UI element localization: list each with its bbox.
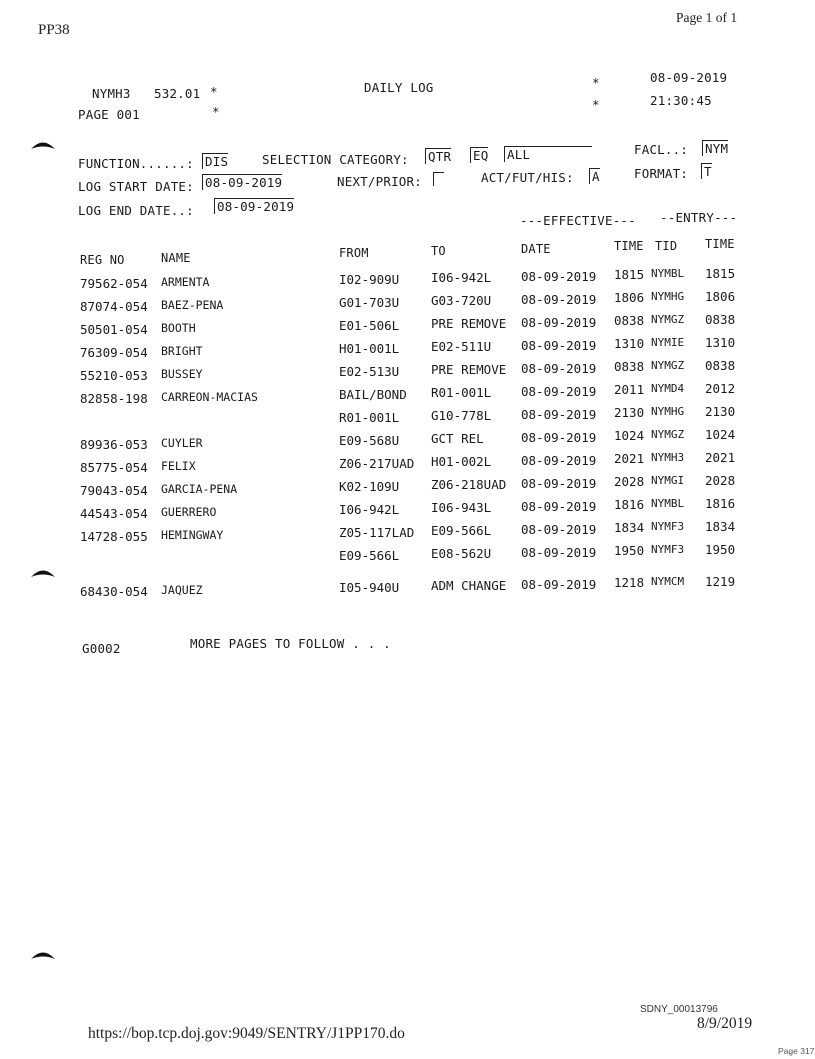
cell-entry-time: 2028 xyxy=(705,473,736,488)
cell-entry-time: 1219 xyxy=(705,574,736,589)
cell-reg-no: 89936-053 xyxy=(80,437,148,452)
cell-reg-no: 50501-054 xyxy=(80,322,148,337)
page-title: DAILY LOG xyxy=(364,80,434,95)
column-header-name: NAME xyxy=(161,251,191,265)
act-fut-his-label: ACT/FUT/HIS: xyxy=(481,170,574,185)
log-start-date-label: LOG START DATE: xyxy=(78,179,194,194)
cell-time: 2028 xyxy=(614,474,645,489)
cell-date: 08-09-2019 xyxy=(521,269,597,284)
cell-name: BUSSEY xyxy=(161,367,203,381)
cell-from: I06-942L xyxy=(339,502,400,517)
cell-reg-no: 79562-054 xyxy=(80,276,148,291)
cell-time: 0838 xyxy=(614,313,645,328)
cell-tid: NYMD4 xyxy=(651,382,685,395)
cell-from: BAIL/BOND xyxy=(339,387,407,402)
cell-to: E09-566L xyxy=(431,523,492,538)
cell-tid: NYMHG xyxy=(651,290,685,303)
cell-time: 1815 xyxy=(614,267,645,282)
page-number: PAGE 001 xyxy=(78,107,140,122)
cell-to: E08-562U xyxy=(431,546,492,561)
cell-entry-time: 1806 xyxy=(705,289,736,304)
cell-from: E09-566L xyxy=(339,548,400,563)
system-version: 532.01 xyxy=(154,86,201,101)
cell-tid: NYMGZ xyxy=(651,313,685,326)
cell-reg-no: 68430-054 xyxy=(80,584,148,599)
cell-tid: NYMIE xyxy=(651,336,685,349)
cell-date: 08-09-2019 xyxy=(521,545,597,560)
cell-to: PRE REMOVE xyxy=(431,362,507,377)
cell-from: K02-109U xyxy=(339,479,400,494)
header-star: * xyxy=(592,97,600,112)
report-time: 21:30:45 xyxy=(650,93,712,108)
more-pages-message: MORE PAGES TO FOLLOW . . . xyxy=(190,636,391,651)
format-label: FORMAT: xyxy=(634,166,689,181)
system-id: NYMH3 xyxy=(92,86,131,101)
print-date: 8/9/2019 xyxy=(697,1015,753,1032)
cell-tid: NYMGI xyxy=(651,474,685,487)
cell-from: Z06-217UAD xyxy=(339,456,415,471)
cell-to: Z06-218UAD xyxy=(431,477,507,492)
cell-name: CARREON-MACIAS xyxy=(161,390,258,404)
cell-reg-no: 82858-198 xyxy=(80,391,148,406)
cell-reg-no: 87074-054 xyxy=(80,299,148,314)
format-field[interactable]: T xyxy=(701,163,712,179)
punch-mark-icon xyxy=(30,948,56,960)
cell-entry-time: 1950 xyxy=(705,542,736,557)
page-count: Page 1 of 1 xyxy=(676,10,738,25)
column-header-to: TO xyxy=(431,244,446,258)
cell-to: R01-001L xyxy=(431,385,492,400)
cell-entry-time: 1310 xyxy=(705,335,736,350)
report-date: 08-09-2019 xyxy=(650,70,728,85)
cell-date: 08-09-2019 xyxy=(521,522,597,537)
facility-label: FACL..: xyxy=(634,142,689,157)
cell-name: GUERRERO xyxy=(161,505,217,519)
cell-reg-no: 44543-054 xyxy=(80,506,148,521)
column-header-reg-no: REG NO xyxy=(80,253,125,267)
cell-entry-time: 0838 xyxy=(705,358,736,373)
cell-entry-time: 2012 xyxy=(705,381,736,396)
cell-time: 1024 xyxy=(614,428,645,443)
bates-number: SDNY_00013796 xyxy=(640,1004,718,1015)
cell-time: 1218 xyxy=(614,575,645,590)
cell-date: 08-09-2019 xyxy=(521,430,597,445)
cell-date: 08-09-2019 xyxy=(521,499,597,514)
column-header-time: TIME xyxy=(614,239,644,253)
header-star: * xyxy=(210,84,218,99)
function-field[interactable]: DIS xyxy=(202,153,228,169)
cell-name: HEMINGWAY xyxy=(161,528,224,542)
cell-name: BRIGHT xyxy=(161,344,203,358)
cell-date: 08-09-2019 xyxy=(521,338,597,353)
cell-date: 08-09-2019 xyxy=(521,407,597,422)
cell-time: 1834 xyxy=(614,520,645,535)
cell-time: 1950 xyxy=(614,543,645,558)
cell-tid: NYMGZ xyxy=(651,428,685,441)
cell-tid: NYMCM xyxy=(651,575,685,588)
cell-tid: NYMH3 xyxy=(651,451,685,464)
selection-category-field[interactable]: QTR xyxy=(425,148,451,164)
cell-to: G03-720U xyxy=(431,293,492,308)
cell-to: I06-942L xyxy=(431,270,492,285)
cell-name: GARCIA-PENA xyxy=(161,482,238,496)
cell-entry-time: 1834 xyxy=(705,519,736,534)
cell-name: BAEZ-PENA xyxy=(161,298,224,312)
cell-from: E01-506L xyxy=(339,318,400,333)
column-header-entry-time: TIME xyxy=(705,237,735,251)
cell-from: Z05-117LAD xyxy=(339,525,415,540)
cell-date: 08-09-2019 xyxy=(521,453,597,468)
cell-date: 08-09-2019 xyxy=(521,292,597,307)
cell-tid: NYMHG xyxy=(651,405,685,418)
page-stamp: Page 317 xyxy=(778,1046,815,1056)
log-end-date-field[interactable]: 08-09-2019 xyxy=(214,198,294,214)
cell-from: E02-513U xyxy=(339,364,400,379)
act-fut-his-field[interactable]: A xyxy=(589,168,600,184)
effective-group-header: ---EFFECTIVE--- xyxy=(520,213,636,228)
cell-from: I05-940U xyxy=(339,580,400,595)
cell-time: 2021 xyxy=(614,451,645,466)
cell-from: I02-909U xyxy=(339,272,400,287)
cell-time: 1310 xyxy=(614,336,645,351)
source-url: https://bop.tcp.doj.gov:9049/SENTRY/J1PP170.do xyxy=(88,1025,405,1042)
cell-name: FELIX xyxy=(161,459,196,473)
cell-entry-time: 2021 xyxy=(705,450,736,465)
cell-reg-no: 55210-053 xyxy=(80,368,148,383)
entry-group-header: --ENTRY--- xyxy=(660,210,738,225)
cell-from: R01-001L xyxy=(339,410,400,425)
cell-to: PRE REMOVE xyxy=(431,316,507,331)
cell-entry-time: 1816 xyxy=(705,496,736,511)
eq-field[interactable]: EQ xyxy=(470,147,488,163)
selection-category-label: SELECTION CATEGORY: xyxy=(262,152,409,167)
cell-entry-time: 2130 xyxy=(705,404,736,419)
column-header-from: FROM xyxy=(339,246,369,260)
cell-from: G01-703U xyxy=(339,295,400,310)
cell-reg-no: 76309-054 xyxy=(80,345,148,360)
cell-tid: NYMGZ xyxy=(651,359,685,372)
table-row xyxy=(0,574,736,604)
message-code: G0002 xyxy=(82,641,121,656)
document-code: PP38 xyxy=(38,22,70,38)
cell-time: 1816 xyxy=(614,497,645,512)
cell-reg-no: 79043-054 xyxy=(80,483,148,498)
cell-entry-time: 1024 xyxy=(705,427,736,442)
cell-reg-no: 14728-055 xyxy=(80,529,148,544)
cell-time: 2130 xyxy=(614,405,645,420)
table-row xyxy=(0,542,736,572)
cell-date: 08-09-2019 xyxy=(521,315,597,330)
cell-tid: NYMBL xyxy=(651,267,685,280)
cell-date: 08-09-2019 xyxy=(521,361,597,376)
facility-field[interactable]: NYM xyxy=(702,140,728,156)
header-star: * xyxy=(212,104,220,119)
cell-time: 1806 xyxy=(614,290,645,305)
cell-to: E02-511U xyxy=(431,339,492,354)
cell-name: JAQUEZ xyxy=(161,583,203,597)
cell-entry-time: 0838 xyxy=(705,312,736,327)
function-label: FUNCTION......: xyxy=(78,156,194,171)
cell-from: E09-568U xyxy=(339,433,400,448)
cell-reg-no: 85775-054 xyxy=(80,460,148,475)
cell-date: 08-09-2019 xyxy=(521,476,597,491)
header-star: * xyxy=(592,75,600,90)
cell-name: ARMENTA xyxy=(161,275,210,289)
column-header-date: DATE xyxy=(521,242,551,256)
cell-date: 08-09-2019 xyxy=(521,384,597,399)
cell-tid: NYMF3 xyxy=(651,520,685,533)
log-start-date-field[interactable]: 08-09-2019 xyxy=(202,174,282,190)
cell-to: I06-943L xyxy=(431,500,492,515)
cell-time: 2011 xyxy=(614,382,645,397)
cell-time: 0838 xyxy=(614,359,645,374)
cell-name: CUYLER xyxy=(161,436,203,450)
next-prior-label: NEXT/PRIOR: xyxy=(337,174,422,189)
cell-entry-time: 1815 xyxy=(705,266,736,281)
cell-to: H01-002L xyxy=(431,454,492,469)
column-header-tid: TID xyxy=(655,239,678,253)
cell-tid: NYMBL xyxy=(651,497,685,510)
cell-to: ADM CHANGE xyxy=(431,578,507,593)
cell-to: GCT REL xyxy=(431,431,484,446)
log-end-date-label: LOG END DATE..: xyxy=(78,203,194,218)
cell-date: 08-09-2019 xyxy=(521,577,597,592)
all-field[interactable]: ALL xyxy=(504,146,592,162)
cell-name: BOOTH xyxy=(161,321,196,335)
cell-from: H01-001L xyxy=(339,341,400,356)
cell-to: G10-778L xyxy=(431,408,492,423)
cell-tid: NYMF3 xyxy=(651,543,685,556)
